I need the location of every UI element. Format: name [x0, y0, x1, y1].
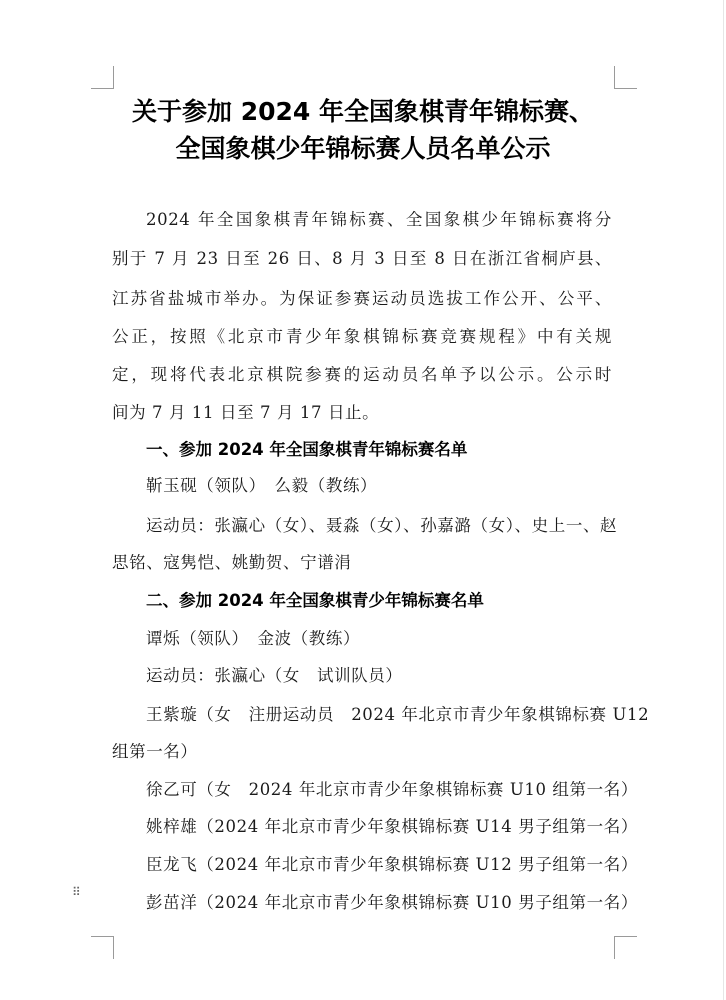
section-2-athletes-label: 运动员：张瀛心（女 试训队员） — [146, 666, 403, 685]
intro-paragraph-line: 间为 7 月 11 日至 7 月 17 日止。 — [112, 403, 380, 422]
intro-paragraph-line: 别于 7 月 23 日至 26 日、8 月 3 日至 8 日在浙江省桐庐县、 — [112, 249, 612, 268]
intro-paragraph-line: 2024 年全国象棋青年锦标赛、全国象棋少年锦标赛将分 — [146, 210, 612, 229]
crop-mark-top-right — [614, 66, 637, 89]
section-2-heading: 二、参加 2024 年全国象棋青少年锦标赛名单 — [146, 591, 484, 610]
intro-paragraph-line: 江苏省盐城市举办。为保证参赛运动员选拔工作公开、公平、 — [112, 289, 612, 308]
athlete-entry: 王紫璇（女 注册运动员 2024 年北京市青少年象棋锦标赛 U12 — [146, 705, 650, 724]
section-2-staff: 谭烁（领队） 金波（教练） — [146, 629, 361, 648]
section-1-staff: 靳玉砚（领队） 么毅（教练） — [146, 476, 378, 495]
document-title-line-2: 全国象棋少年锦标赛人员名单公示 — [175, 134, 551, 163]
athlete-entry: 姚梓雄（2024 年北京市青少年象棋锦标赛 U14 男子组第一名） — [146, 817, 638, 836]
document-title-line-1: 关于参加 2024 年全国象棋青年锦标赛、 — [132, 97, 594, 126]
athlete-entry: 彭茁洋（2024 年北京市青少年象棋锦标赛 U10 男子组第一名） — [146, 893, 638, 912]
section-1-heading: 一、参加 2024 年全国象棋青年锦标赛名单 — [146, 440, 468, 459]
athlete-entry: 徐乙可（女 2024 年北京市青少年象棋锦标赛 U10 组第一名） — [146, 780, 638, 799]
section-1-athletes: 运动员：张瀛心（女）、聂淼（女）、孙嘉潞（女）、史上一、赵 — [146, 516, 618, 535]
section-1-athletes-cont: 思铭、寇隽恺、姚勤贺、宁谱涓 — [112, 553, 352, 572]
crop-mark-bottom-right — [614, 936, 637, 959]
drag-handle-icon[interactable]: ⠿ — [72, 885, 80, 899]
athlete-entry: 臣龙飞（2024 年北京市青少年象棋锦标赛 U12 男子组第一名） — [146, 855, 638, 874]
crop-mark-top-left — [91, 66, 114, 89]
crop-mark-bottom-left — [91, 936, 114, 959]
intro-paragraph-line: 定，现将代表北京棋院参赛的运动员名单予以公示。公示时 — [112, 365, 612, 384]
intro-paragraph-line: 公正，按照《北京市青少年象棋锦标赛竞赛规程》中有关规 — [112, 327, 612, 346]
athlete-entry-cont: 组第一名） — [112, 742, 198, 761]
